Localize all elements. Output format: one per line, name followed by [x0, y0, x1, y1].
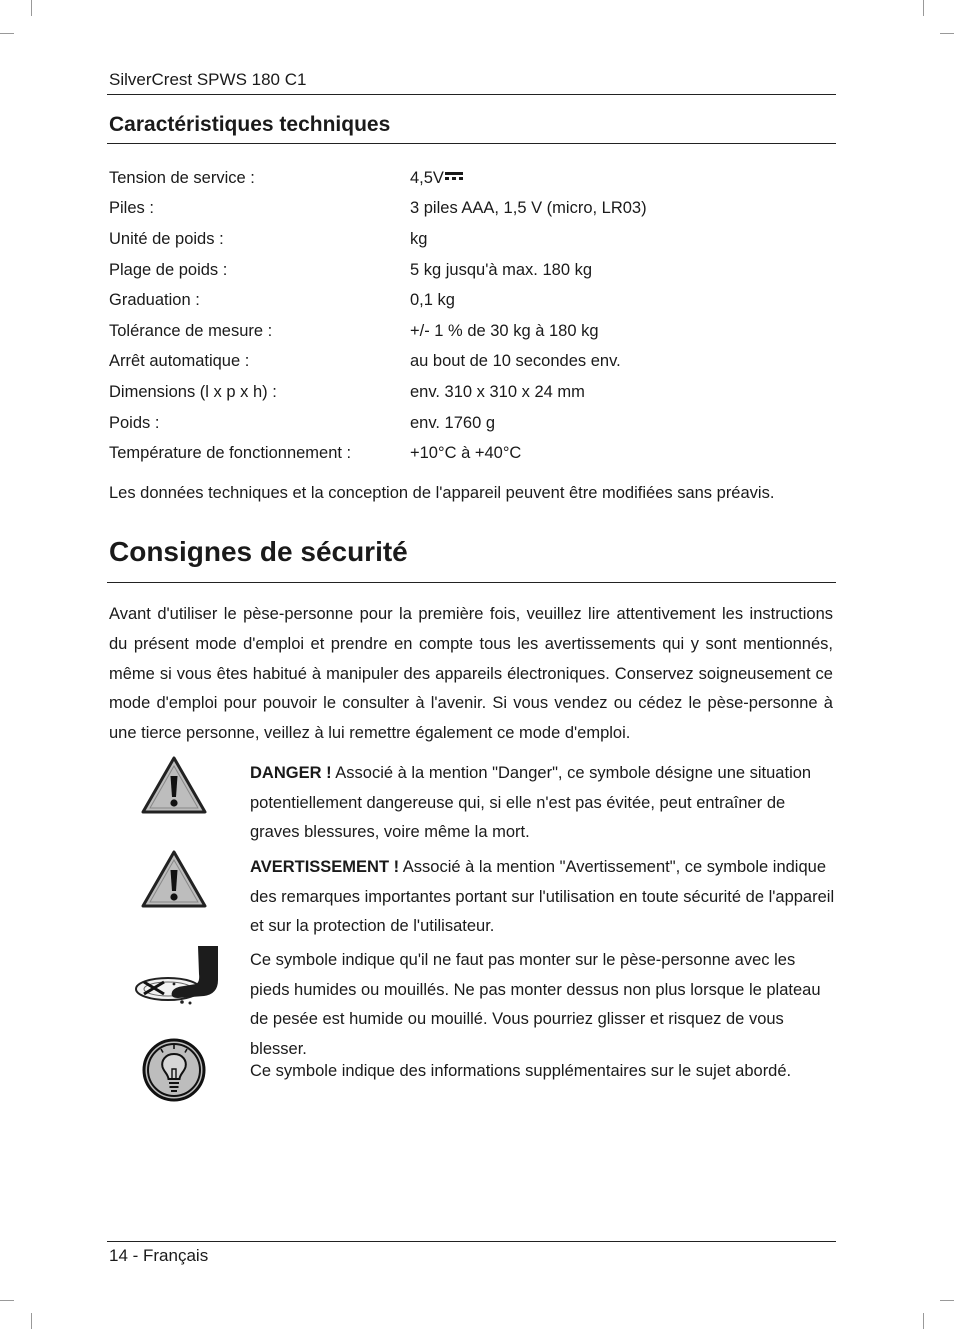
crop-mark: [940, 33, 954, 34]
spec-value: +/- 1 % de 30 kg à 180 kg: [410, 321, 599, 340]
crop-mark: [31, 0, 32, 16]
spec-row: [109, 194, 836, 225]
crop-mark: [0, 1300, 14, 1301]
spec-row: [109, 285, 836, 316]
warning-triangle-icon: [134, 848, 214, 912]
spec-label: Poids :: [109, 413, 160, 432]
spec-value: env. 1760 g: [410, 413, 496, 432]
wet-feet-symbol: [134, 942, 214, 1006]
lightbulb-icon: [134, 1037, 214, 1103]
spec-row: [109, 163, 836, 194]
running-header: SilverCrest SPWS 180 C1: [109, 70, 307, 89]
warning-triangle-icon: [134, 754, 214, 818]
spec-row: [109, 255, 836, 286]
spec-label: Arrêt automatique :: [109, 352, 250, 371]
warning-body: Associé à la mention "Avertissement", ce symbole indique des remarques importantes portant sur l'utilisation en toute sécurité de l'appareil et sur la protection de l'utilisateur.: [250, 858, 835, 936]
warning-text: [250, 853, 836, 942]
specs-heading: Caractéristiques techniques: [109, 113, 391, 136]
specs-table: [109, 163, 836, 469]
spec-value: env. 310 x 310 x 24 mm: [410, 382, 585, 401]
warning-symbol: [134, 848, 214, 912]
wet-feet-text: Ce symbole indique qu'il ne faut pas monter sur le pèse-personne avec les pieds humides ou mouillés. Ne pas monter dessus non plus lorsque le plateau de pesée est humide ou mouillé. Vous pourriez glisser et risquez de vous blesser.: [250, 951, 821, 1058]
danger-symbol: [134, 754, 214, 818]
spec-label: Plage de poids :: [109, 260, 228, 279]
spec-value: au bout de 10 secondes env.: [410, 352, 621, 371]
safety-heading-rule: [107, 582, 836, 583]
info-symbol: [134, 1037, 214, 1101]
safety-heading: Consignes de sécurité: [109, 536, 408, 567]
crop-mark: [923, 0, 924, 16]
spec-row: [109, 408, 836, 439]
spec-row: [109, 347, 836, 378]
direct-current-icon: [445, 172, 463, 181]
spec-row: [109, 438, 836, 469]
spec-label: Tension de service :: [109, 168, 255, 187]
header-rule: [107, 94, 836, 95]
danger-text: [250, 759, 836, 848]
spec-value: +10°C à +40°C: [410, 444, 522, 463]
danger-lead: DANGER !: [250, 764, 332, 782]
crop-mark: [940, 1300, 954, 1301]
spec-value: 5 kg jusqu'à max. 180 kg: [410, 260, 593, 279]
page-number: 14 - Français: [109, 1246, 209, 1265]
warning-lead: AVERTISSEMENT !: [250, 858, 400, 876]
safety-intro: Avant d'utiliser le pèse-personne pour la première fois, veuillez lire attentivement les instructions du présent mode d'emploi et prendre en compte tous les avertissements qui y sont mentionnés, même si vous êtes habitué à manipuler des appareils électroniques. Conservez soigneusement ce mode d'emploi pour pouvoir le consulter à l'avenir. Si vous vendez ou cédez le pèse-personne à une tierce personne, veillez à lui remettre également ce mode d'emploi.: [109, 605, 833, 743]
spec-value: [410, 169, 836, 188]
spec-value: 3 piles AAA, 1,5 V (micro, LR03): [410, 199, 647, 218]
danger-body: Associé à la mention "Danger", ce symbole désigne une situation potentiellement dangereuse qui, si elle n'est pas évitée, peut entraîner de graves blessures, voire même la mort.: [250, 764, 812, 842]
spec-row: [109, 377, 836, 408]
spec-value: kg: [410, 229, 428, 248]
specs-heading-rule: [107, 143, 836, 144]
spec-label: Dimensions (l x p x h) :: [109, 382, 277, 401]
spec-label: Unité de poids :: [109, 229, 224, 248]
crop-mark: [923, 1313, 924, 1329]
crop-mark: [0, 33, 14, 34]
spec-label: Graduation :: [109, 291, 200, 310]
spec-label: Température de fonctionnement :: [109, 444, 352, 463]
crop-mark: [31, 1313, 32, 1329]
spec-label: Piles :: [109, 199, 154, 218]
spec-value: 0,1 kg: [410, 291, 455, 310]
wet-foot-on-scale-icon: [134, 942, 218, 1006]
spec-label: Tolérance de mesure :: [109, 321, 273, 340]
footer-rule: [107, 1241, 836, 1242]
spec-row: [109, 316, 836, 347]
spec-row: [109, 224, 836, 255]
specs-note: Les données techniques et la conception de l'appareil peuvent être modifiées sans préavis.: [109, 484, 775, 502]
spec-value-text: 4,5V: [410, 168, 444, 187]
info-text: Ce symbole indique des informations supplémentaires sur le sujet abordé.: [250, 1062, 792, 1080]
